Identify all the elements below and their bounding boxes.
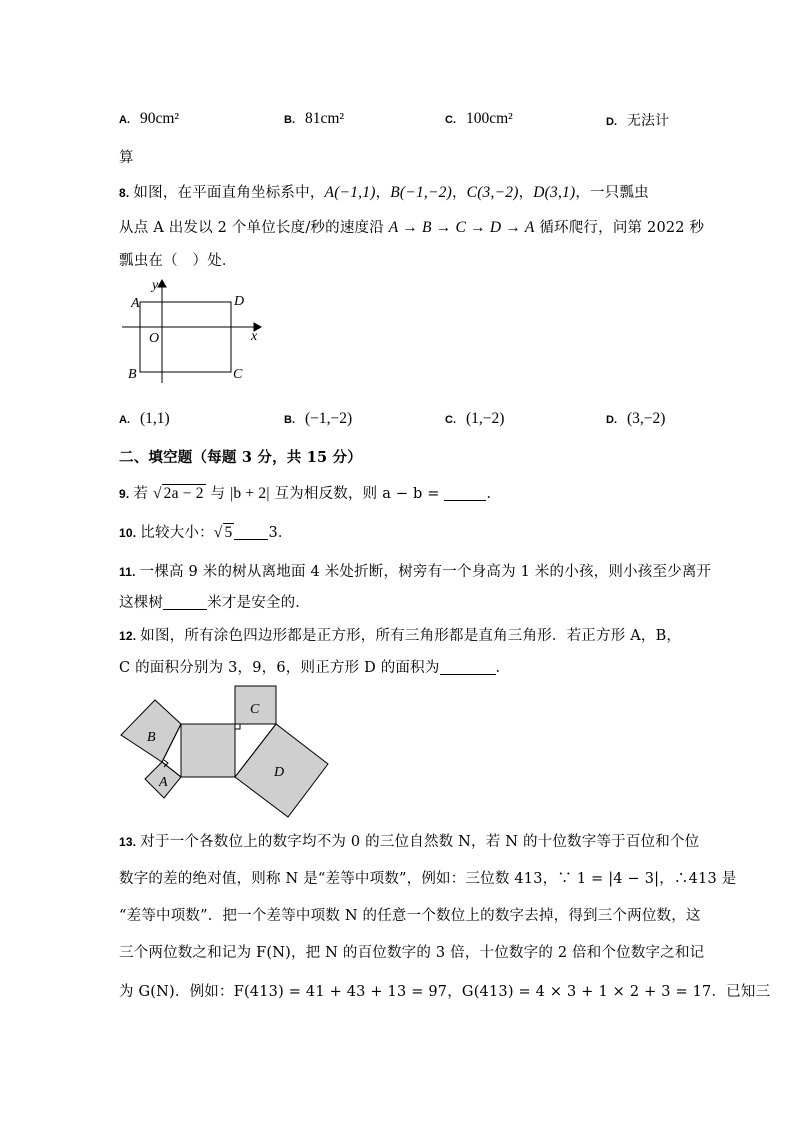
q9: 9. 若 √ 2a − 2 与 |b + 2| 互为相反数，则 a − b = ．	[119, 485, 502, 502]
q12-squares-figure	[118, 683, 330, 819]
sqrt-sign-icon: √	[152, 485, 162, 502]
right-angle-mark	[235, 724, 240, 729]
q13-line1: 13. 对于一个各数位上的数字均不为 0 的三位自然数 N，若 N 的十位数字等于百位和个位	[119, 834, 700, 850]
q7-option-c: C. 100cm²	[445, 110, 513, 127]
q10-answer-blank[interactable]	[234, 525, 268, 540]
q8-line1: 8. 如图，在平面直角坐标系中，A(−1,1)，B(−1,−2)，C(3,−2)，D(3,1)，一只瓢虫	[119, 184, 649, 201]
q13-line3: “差等中项数”．把一个差等中项数 N 的任意一个数位上的数字去掉，得到三个两位数，这	[119, 908, 701, 924]
y-axis-arrow-icon	[158, 280, 166, 287]
middle-square	[181, 724, 235, 777]
fig-label-b: B	[147, 730, 156, 745]
q7-option-b: B. 81cm²	[284, 110, 345, 127]
fig-label-x: x	[251, 329, 258, 344]
fig-label-origin: O	[149, 331, 160, 346]
q12-line1: 12. 如图，所有涂色四边形都是正方形，所有三角形都是直角三角形．若正方形 A，B，	[119, 628, 682, 644]
fig-label-a: A	[131, 296, 140, 311]
q11-answer-blank[interactable]	[163, 595, 207, 610]
q12-line2: C 的面积分别为 3，9，6，则正方形 D 的面积为 ．	[119, 660, 511, 676]
q11-line1: 11. 一棵高 9 米的树从离地面 4 米处折断，树旁有一个身高为 1 米的小孩，则小孩至少离开	[119, 564, 712, 580]
q8-option-c: C. (1,−2)	[445, 410, 505, 427]
section-title-fill-in: 二、填空题（每题 3 分，共 15 分）	[119, 449, 362, 466]
q8-coordinate-figure	[118, 278, 268, 386]
q10: 10. 比较大小：√ 5 3．	[119, 524, 293, 541]
q13-line2: 数字的差的绝对值，则称 N 是“差等中项数”，例如：三位数 413，∵ 1 = |4 − 3|，∴413 是	[119, 871, 737, 887]
q7-option-d-wrap: 算	[119, 150, 134, 166]
q8-line2: 从点 A 出发以 2 个单位长度/秒的速度沿 A → B → C → D → A 循环爬行，问第 2022 秒	[119, 219, 705, 236]
fig-label-d: D	[234, 294, 245, 309]
sqrt-sign-icon: √	[213, 524, 223, 541]
q8-option-a: A. (1,1)	[119, 410, 170, 427]
fig-label-c: C	[250, 702, 260, 717]
q13-line5: 为 G(N)．例如：F(413) = 41 + 43 + 13 = 97，G(413) = 4 × 3 + 1 × 2 + 3 = 17．已知三	[119, 984, 771, 1000]
fig-label-b: B	[128, 367, 137, 382]
fig-label-a: A	[159, 775, 168, 790]
q7-option-d: D. 无法计	[606, 113, 669, 129]
q8-option-d: D. (3,−2)	[606, 410, 666, 427]
fig-label-d: D	[274, 765, 285, 780]
q12-answer-blank[interactable]	[440, 660, 496, 675]
fig-label-y: y	[152, 278, 159, 293]
q8-option-b: B. (−1,−2)	[284, 410, 353, 427]
q8-line3: 瓢虫在（ ）处．	[119, 253, 237, 269]
q13-line4: 三个两位数之和记为 F(N)，把 N 的百位数字的 3 倍，十位数字的 2 倍和个位数字之和记	[119, 945, 705, 961]
q7-option-a: A. 90cm²	[119, 110, 180, 127]
fig-label-c: C	[233, 367, 243, 382]
q9-answer-blank[interactable]	[444, 486, 486, 501]
q11-line2: 这棵树 米才是安全的．	[119, 595, 311, 611]
